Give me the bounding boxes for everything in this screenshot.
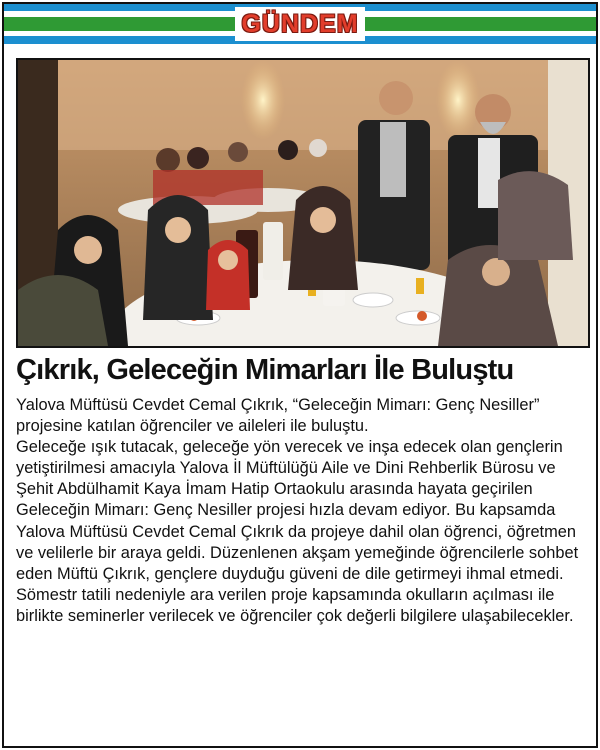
article-photo [16, 58, 590, 348]
article-body [16, 395, 588, 627]
section-label: GÜNDEM [235, 7, 364, 41]
newspaper-clipping [2, 2, 598, 748]
section-header [4, 4, 596, 44]
article-paragraph: Yalova Müftüsü Cevdet Cemal Çıkrık, “Geleceğin Mimarı: Genç Nesiller” projesine katılan öğrenciler ve aileleri ile buluştu. [16, 396, 540, 436]
article-headline: Çıkrık, Geleceğin Mimarları İle Buluştu [16, 354, 514, 386]
section-label-box [4, 7, 596, 41]
dinner-photo-illustration [18, 60, 588, 346]
article-paragraph: Geleceğe ışık tutacak, geleceğe yön verecek ve inşa edecek olan gençlerin yetiştirilmesi amacıyla Yalova İl Müftülüğü Aile ve Dini Rehberlik Bürosu ve Şehit Abdülhamit Kaya İmam Hatip Ortaokulu arasında hayata geçirilen Geleceğin Mimarı: Genç Nesiller projesi hızla devam ediyor. Bu kapsamda Yalova Müftüsü Cevdet Cemal Çıkrık da projeye dahil olan öğrenci, öğretmen ve velilerle bir araya geldi. Düzenlenen akşam yemeğinde öğrencilerle sohbet eden Müftü Çıkrık, gençlere duyduğu güveni de dile getirmeyi ihmal etmedi. Sömestr tatili nedeniyle ara verilen proje kapsamında okulların açılması ile birlikte seminerler verilecek ve öğrenciler çok değerli bilgilere ulaşabilecekler. [16, 438, 579, 625]
